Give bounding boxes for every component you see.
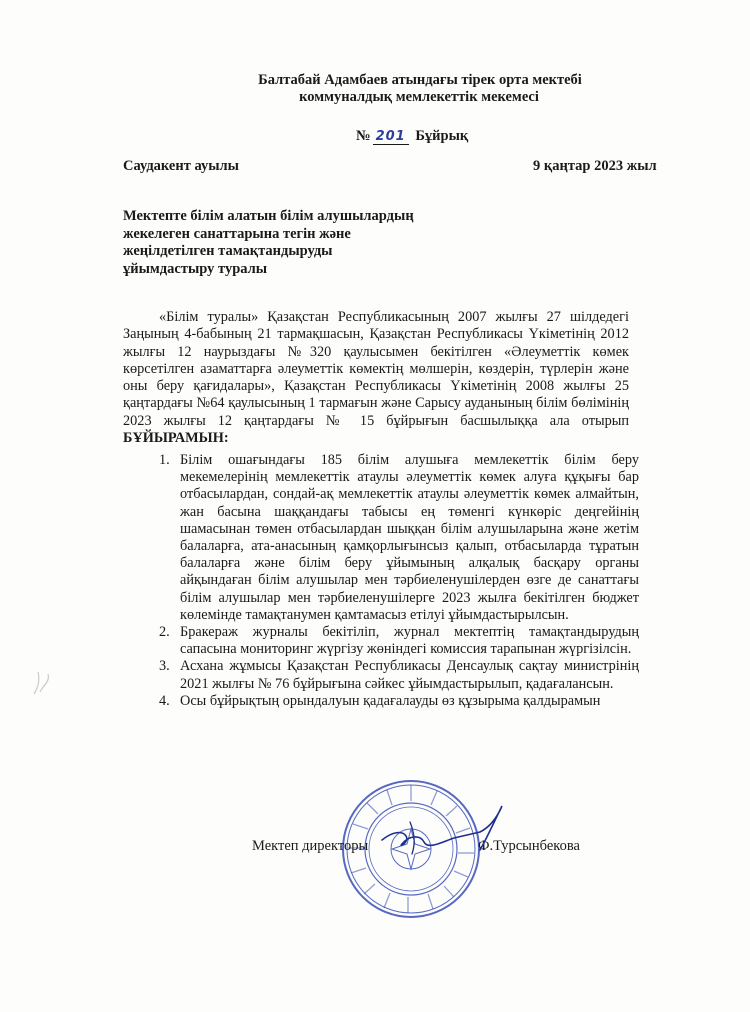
signatory-name: Ф.Турсынбекова [478,838,580,854]
subject-line: жекелеген санаттарына тегін және [123,225,351,242]
item-number: 4. [159,692,170,709]
item-text: Білім ошағындағы 185 білім алушыға мемлекеттік білім беру мекемелерінің мемлекеттік атаулы әлеуметтік көмек алуға құқығы бар отбасылардан, сондай-ақ мемлекеттік атаулы әлеуметтік көмек алмайтын, жан басына шаққандағы табысы ең төменгі күнкөріс деңгейінің шамасынан төмен отбасылардан шыққан білім алушыларына және жетім балаларға, ата-анасының қамқорлығынсыз қалып, отбасыларда тұратын балаларға және білім беру ұйымының алқалық басқару органы айқындаған білім алушылар мен тәрбиеленушілерден өзге де санаттағы білім алушылар мен тәрбиеленушілерге 2023 жылға бекітілген бюджет көлемінде тамақтанумен қамтамасыз етілуі ұйымдастырылсын. [180,452,639,623]
order-label: Бұйрық [415,128,469,144]
subject-line: ұйымдастыру туралы [123,260,268,277]
order-number: 201 [373,129,409,145]
subject-line: жеңілдетілген тамақтандыруды [123,243,333,259]
order-items [123,452,639,710]
item-number: 1. [159,452,170,468]
list-item [123,658,639,692]
margin-mark [28,664,58,704]
list-item [123,624,639,658]
item-text: Асхана жұмысы Қазақстан Республикасы Денсаулық сақтау министрінің 2021 жылғы № 76 бұйрығына сәйкес ұйымдастырылып, қадағалансын. [180,658,639,692]
decree-word: БҰЙЫРАМЫН: [123,430,229,447]
item-number: 3. [159,658,170,675]
order-title [356,128,468,145]
school-type: коммуналдық мемлекеттік мекемесі [299,89,539,105]
item-number: 2. [159,624,170,641]
order-date: 9 қаңтар 2023 жыл [533,158,657,174]
signatory-role: Мектеп директоры [252,838,369,854]
preamble [123,309,629,447]
list-item [123,693,639,710]
school-header [0,72,750,106]
school-name: Балтабай Адамбаев атындағы тірек орта мектебі [258,72,582,88]
subject-line: Мектепте білім алатын білім алушылардың [123,208,414,224]
list-item [123,452,639,624]
item-text: Бракераж журналы бекітіліп, журнал мектептің тамақтандырудың сапасына мониторинг жүргізу жөніндегі комиссия тарапынан жүргізілсін. [180,624,639,658]
handwritten-signature [362,792,522,872]
place: Саудакент ауылы [123,158,239,174]
item-text: Осы бұйрықтың орындалуын қадағалауды өз құзырыма қалдырамын [180,692,601,709]
preamble-text: «Білім туралы» Қазақстан Республикасының 2007 жылғы 27 шілдедегі Заңының 4-бабының 21 тармақшасын, Қазақстан Республикасы Үкіметінің 2012 жылғы 12 наурыздағы №320 қаулысымен бекітілген «Әлеуметтік көмек көрсетілген азаматтарға әлеуметтік көмектің мөлшерін, көздерін, түрлерін және оны беру қағидалары», Қазақстан Республикасы Үкіметінің 2008 жылғы 25 қаңтардағы №64 қаулысының 1 тармағын және Сарысу ауданының білім бөлімінің 2023 жылғы 12 қаңтардағы № 15 бұйрығын басшылыққа ала отырып [123,309,629,429]
order-subject [123,208,453,278]
order-number-sign: № [356,128,371,144]
